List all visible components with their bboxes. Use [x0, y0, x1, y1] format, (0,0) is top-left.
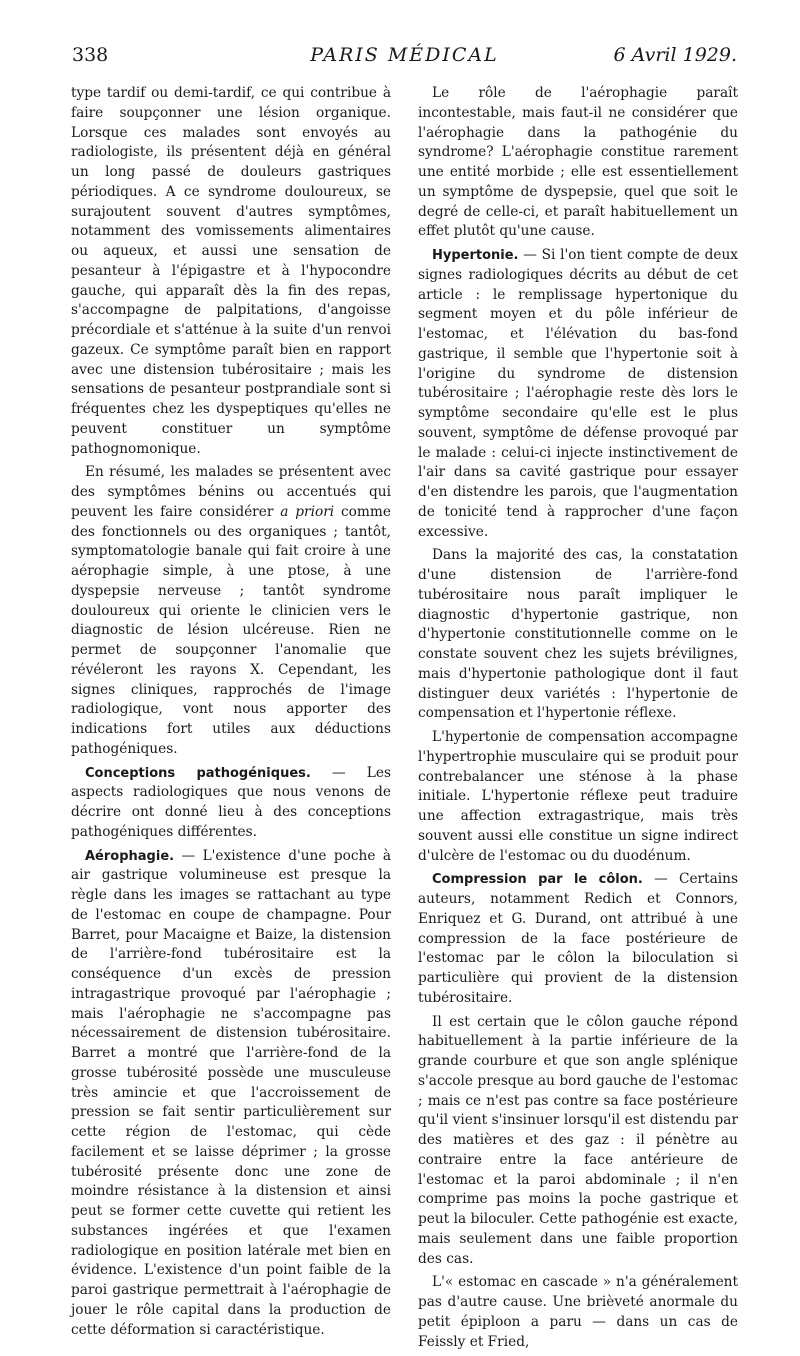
paragraph-text: — L'existence d'une poche à air gastrique volumineuse est presque la règle dans les images se rattachant au type de l'estomac en coupe de champagne. Pour Barret, pour Macaigne et Baize, la distension de l'arrière-fond tubérositaire est la conséquence d'un excès de pression intragastrique provoqué par l'aérophagie ; mais l'aérophagie ne s'accompagne pas nécessairement de distension tubérositaire. Barret a montré que l'arrière-fond de la grosse tubérosité possède une musculeuse très amincie et que l'accroissement de pression se fait sentir particulièrement sur cette région de l'estomac, qui cède facilement et se laisse déprimer ; la grosse tubérosité présente donc une zone de moindre résistance à la distension et ainsi peut se former cette cuvette qui retient les substances ingérées et que l'examen radiologique en position latérale met bien en évidence. L'existence d'un point faible de la paroi gastrique permettrait à l'aérophagie de jouer le rôle capital dans la production de cette déformation si caractéristique. [71, 847, 391, 1338]
page-header [72, 44, 737, 74]
section-heading: Hypertonie. [432, 248, 519, 263]
left-column [71, 84, 391, 1344]
paragraph: type tardif ou demi-tardif, ce qui contribue à faire soupçonner une lésion organique. Lorsque ces malades sont envoyés au radiologiste, ils présentent déjà en général un long passé de douleurs gastriques périodiques. A ce syndrome douloureux, se surajoutent souvent d'autres symptômes, notamment des vomissements alimentaires ou aqueux, et aussi une sensation de pesanteur à l'épigastre et à l'hypocondre gauche, qui apparaît dès la fin des repas, s'accompagne de palpitations, d'angoisse précordiale et s'atténue à la suite d'un renvoi gazeux. Ce symptôme paraît bien en rapport avec une distension tubérositaire ; mais les sensations de pesanteur postprandiale sont si fréquentes chez les dyspeptiques qu'elles ne peuvent constituer un symptôme pathognomonique. [71, 85, 391, 457]
paragraph: Le rôle de l'aérophagie paraît incontestable, mais faut-il ne considérer que l'aérophagie dans la pathogénie du syndrome? L'aérophagie constitue rarement une entité morbide ; elle est essentiellement un symptôme de dyspepsie, quel que soit le degré de celle-ci, et paraît habituellement un effet plutôt qu'une cause. [418, 85, 738, 240]
issue-date: 6 Avril 1929. [613, 44, 737, 66]
paragraph: L'hypertonie de compensation accompagne l'hypertrophie musculaire qui se produit pour contrebalancer une sténose à la phase initiale. L'hypertonie réflexe peut traduire une affection extragastrique, mais très souvent aussi elle constitue un signe indirect d'ulcère de l'estomac ou du duodénum. [418, 729, 738, 864]
paragraph-text: En résumé, les malades se présentent avec des symptômes bénins ou accentués qui peuvent les faire considérer [71, 464, 391, 520]
paragraph [71, 847, 391, 1341]
paragraph-text: comme des fonctionnels ou des organiques ; tantôt, symptomatologie banale qui fait croire à une aérophagie simple, à une ptose, à une dyspepsie nerveuse ; tantôt syndrome douloureux qui oriente le clinicien vers le diagnostic de lésion ulcéreuse. Rien ne permet de soupçonner l'anomalie que révéleront les rayons X. Cependant, les signes cliniques, rapprochés de l'image radiologique, vont nous apporter des indications fort utiles aux déductions pathogéniques. [71, 503, 391, 757]
italic-phrase: a priori [280, 503, 335, 520]
paragraph-text: — Si l'on tient compte de deux signes radiologiques décrits au début de cet article : le remplissage hypertonique du segment moyen et du pôle inférieur de l'estomac, et l'élévation du bas-fond gastrique, il semble que l'hypertonie soit à l'origine du syndrome de distension tubérositaire ; l'aérophagie reste dès lors le symptôme secondaire qu'elle est le plus souvent, symptôme de défense provoqué par le malade : celui-ci injecte instinctivement de l'air dans sa cavité gastrique pour essayer d'en distendre les parois, que l'augmentation de tonicité tend à rapprocher d'une façon excessive. [418, 247, 739, 540]
paragraph: Il est certain que le côlon gauche répond habituellement à la partie inférieure de la grande courbure et que son angle splénique s'accole presque au bord gauche de l'estomac ; mais ce n'est pas contre sa face postérieure qu'il vient s'insinuer lorsqu'il est distendu par des matières et des gaz : il pénètre au contraire entre la face antérieure de l'estomac et la paroi abdominale ; il n'en comprime pas moins la poche gastrique et peut la biloculer. Cette pathogénie est exacte, mais seulement dans une faible proportion des cas. [418, 1013, 738, 1267]
right-column [418, 84, 738, 1356]
paragraph [71, 764, 391, 843]
page-number: 338 [72, 44, 109, 66]
paragraph [418, 870, 738, 1008]
paragraph [71, 463, 391, 759]
section-heading: Aérophagie. [85, 848, 175, 864]
paragraph: L'« estomac en cascade » n'a généralement pas d'autre cause. Une brièveté anormale du petit épiploon a paru — dans un cas de Feissly et Fried, [418, 1274, 738, 1350]
paragraph: Dans la majorité des cas, la constatation d'une distension de l'arrière-fond tubérositaire nous paraît impliquer le diagnostic d'hypertonie gastrique, non d'hypertonie constitutionnelle comme on le constate souvent chez les sujets brévilignes, mais d'hypertonie pathologique dont il faut distinguer deux variétés : l'hypertonie de compensation et l'hypertonie réflexe. [418, 547, 738, 722]
paragraph-text: — Les aspects radiologiques que nous venons de décrire ont donné lieu à des conceptions pathogéniques différentes. [71, 764, 391, 840]
section-heading: Conceptions pathogéniques. [85, 765, 311, 781]
paragraph-text: — Certains auteurs, notamment Redich et Connors, Enriquez et G. Durand, ont attribué à une compression de la face postérieure de l'estomac par le côlon la biloculation si particulière qui provient de la distension tubérositaire. [418, 871, 738, 1006]
section-heading: Compression par le côlon. [432, 872, 643, 888]
journal-title: PARIS MÉDICAL [310, 44, 499, 66]
paragraph [418, 246, 738, 542]
